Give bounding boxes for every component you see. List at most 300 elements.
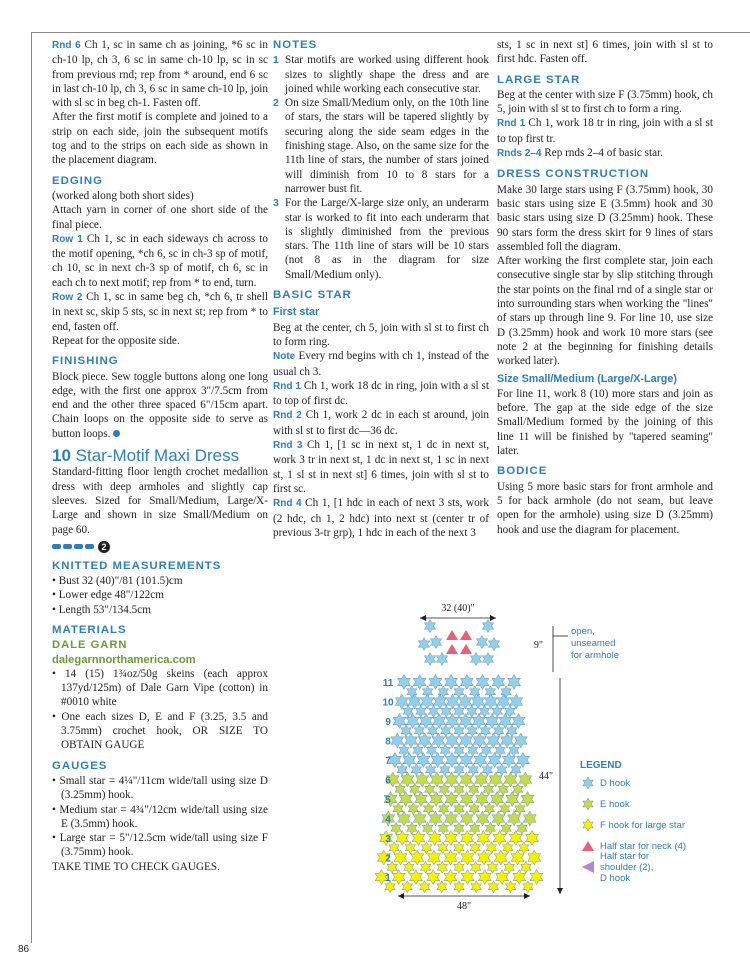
bodice-star — [424, 620, 435, 633]
row-label: 8 — [385, 736, 391, 748]
skirt-star — [444, 831, 457, 846]
skirt-star — [517, 753, 530, 768]
end-dot-icon — [113, 430, 120, 437]
list-item: • Medium star = 4¾"/12cm wide/tall using size E (3.5mm) hook. — [52, 803, 268, 830]
skirt-star — [445, 753, 458, 768]
large-rnd1-text: Ch 1, work 18 tr in ring, join with a sl st to top first tr. — [497, 117, 713, 145]
legend-label: D hook — [600, 778, 631, 789]
skirt-star — [497, 694, 510, 709]
skirt-star — [500, 803, 510, 815]
skirt-star — [427, 870, 440, 885]
skirt-star — [461, 850, 474, 865]
neck-half-star — [446, 630, 458, 640]
rnd1-label: Rnd 1 — [273, 380, 301, 392]
skirt-star — [503, 842, 513, 854]
armhole-note-1: open, — [571, 626, 595, 637]
edging-heading: EDGING — [52, 174, 103, 187]
skirt-star — [391, 822, 401, 834]
bodice-star — [418, 638, 429, 651]
skirt-star — [454, 705, 464, 717]
rnd6-label: Rnd 6 — [52, 40, 81, 51]
skirt-star — [523, 881, 533, 893]
continued-text: sts, 1 sc in next st] 6 times, join with sl st to first hdc. Fasten off. — [497, 39, 713, 66]
rnd3-label: Rnd 3 — [273, 440, 303, 452]
first-star-subheading: First star — [273, 306, 320, 319]
note-number: 1 — [273, 54, 279, 67]
side-length-label: 44" — [539, 771, 554, 782]
skirt-star — [445, 675, 458, 690]
skirt-star — [478, 870, 491, 885]
repeat-text: Repeat for the opposite side. — [52, 334, 180, 347]
gauges-heading: GAUGES — [52, 759, 108, 772]
skill-level — [52, 541, 268, 553]
skirt-star — [404, 861, 414, 873]
rnd2-text: Ch 1, work 2 dc in each st around, join with sl st to first dc—36 dc. — [273, 409, 490, 437]
skirt-star — [468, 744, 478, 756]
skirt-star — [425, 764, 435, 776]
large-star-heading: LARGE STAR — [497, 73, 581, 86]
bottom-width-label: 48" — [456, 901, 472, 912]
brand-name: DALE GARN — [52, 639, 128, 652]
large-rnd1-label: Rnd 1 — [497, 118, 526, 130]
skirt-star — [421, 842, 431, 854]
skirt-star — [433, 694, 446, 709]
dress-construction-heading: DRESS CONSTRUCTION — [497, 168, 650, 181]
skirt-star — [429, 675, 442, 690]
skirt-star — [528, 850, 541, 865]
skirt-star — [454, 764, 464, 776]
skirt-star — [411, 764, 421, 776]
finishing-heading: FINISHING — [52, 355, 119, 368]
skirt-star — [410, 783, 420, 795]
skirt-star — [504, 861, 514, 873]
rnd3-text: Ch 1, [1 sc in next st, 1 dc in next st, work 3 tr in next st, 1 dc in next st, 1 sc in next st, 1 sl st in next st] 6 times, join with sl st to first sc. — [273, 439, 490, 495]
skirt-star — [454, 725, 464, 737]
skirt-star — [460, 772, 473, 787]
rnd2-label: Rnd 2 — [273, 410, 302, 422]
skirt-star — [473, 733, 486, 748]
legend — [582, 777, 686, 884]
legend-label: F hook for large star — [600, 820, 686, 831]
skirt-star — [398, 675, 411, 690]
legend-label: shoulder (2), — [600, 862, 654, 873]
skirt-star — [488, 881, 498, 893]
bodice-heading: BODICE — [497, 465, 548, 478]
skirt-star — [512, 714, 525, 729]
skirt-star — [446, 733, 459, 748]
row-label: 10 — [382, 697, 394, 709]
skirt-star — [430, 772, 443, 787]
column-3 — [497, 38, 713, 537]
skirt-star — [424, 783, 434, 795]
arrow-left-icon — [398, 893, 404, 899]
note-text: Star motifs are worked using different hook sizes to slightly shape the dress and are joined while working each consecutive star. — [285, 54, 489, 95]
skirt-star — [471, 881, 481, 893]
materials-heading: MATERIALS — [52, 623, 127, 636]
skirt-star — [468, 764, 478, 776]
skirt-star — [439, 783, 449, 795]
skirt-star — [432, 733, 445, 748]
row-label: 6 — [385, 775, 391, 787]
skirt-star — [519, 842, 529, 854]
large-rnds-label: Rnds 2–4 — [497, 148, 542, 160]
skirt-star — [515, 803, 525, 815]
arrow-down-icon — [557, 888, 563, 894]
edging-attach: Attach yarn in corner of one short side of the final piece. — [52, 204, 268, 231]
legend-swatch-star — [583, 819, 593, 831]
arrow-right-icon — [490, 615, 496, 621]
skirt-star — [413, 811, 426, 826]
skirt-star — [454, 803, 464, 815]
skirt-star — [476, 675, 489, 690]
size-subheading: Size Small/Medium (Large/X-Large) — [497, 372, 677, 385]
skirt-star — [446, 714, 459, 729]
bodice-star — [436, 653, 447, 666]
skirt-star — [422, 822, 432, 834]
skirt-star — [416, 772, 429, 787]
neck-half-star — [460, 644, 472, 654]
after-text: After working the first complete star, join each consecutive single star by slip stitching through the star points on the final rnd of a single star or into surrounding stars when working the "lines" of stars up through line 9. For line 10, use size D (3.25mm) hook and work 10 more stars (see note 2 at the beginning for finishing details worked later). — [497, 255, 713, 368]
skirt-star — [413, 744, 423, 756]
skirt-star — [459, 694, 472, 709]
star-grid — [375, 620, 543, 893]
size-text: For line 11, work 8 (10) more stars and join as before. The gap at the side edge of the size Small/Medium formed by the joining of this line 11 will be finished by "tapered seaming" later. — [497, 387, 713, 458]
arrow-right-icon — [524, 893, 530, 899]
note-item — [273, 96, 489, 196]
rnd1-text: Ch 1, work 18 dc in ring, join with a sl st to top of first dc. — [273, 379, 490, 408]
skirt-star — [459, 714, 472, 729]
skirt-star — [485, 822, 495, 834]
project-title — [52, 446, 268, 466]
legend-label: Half star for — [600, 851, 650, 862]
skirt-star — [508, 811, 521, 826]
skirt-star — [392, 870, 405, 885]
skirt-star — [445, 811, 458, 826]
skirt-star — [441, 705, 451, 717]
skirt-star — [454, 822, 464, 834]
basic-star-heading: BASIC STAR — [273, 289, 352, 302]
finishing-text: Block piece. Sew toggle buttons along one long edge, with the first one approx 3"/7.5cm from end and the other three spaced 6"/15cm apart. Chain loops on the opposite side to serve as button loops. — [52, 370, 268, 440]
skirt-star — [438, 842, 448, 854]
note-label: Note — [273, 351, 296, 363]
skirt-star — [519, 772, 532, 787]
skirt-star — [460, 753, 473, 768]
list-item: • Bust 32 (40)"/81 (101.5)cm — [52, 575, 183, 588]
skirt-star — [509, 831, 522, 846]
skirt-star — [530, 870, 543, 885]
note-number: 3 — [273, 197, 279, 210]
skirt-star — [496, 870, 509, 885]
skirt-star — [492, 705, 502, 717]
bodice-star — [488, 638, 499, 651]
skirt-star — [494, 850, 507, 865]
skirt-star — [467, 705, 477, 717]
skirt-star — [481, 744, 491, 756]
skirt-star — [391, 733, 404, 748]
skirt-star — [414, 725, 424, 737]
skirt-star — [437, 861, 447, 873]
skirt-star — [493, 831, 506, 846]
first-star-text: Beg at the center, ch 5, join with sl st to first ch to form ring. — [273, 321, 489, 348]
skirt-star — [517, 822, 527, 834]
list-item: • Large star = 5"/12.5cm wide/tall using size F (3.75mm) hook. — [52, 832, 268, 859]
skirt-star — [408, 803, 418, 815]
legend-label: E hook — [600, 799, 630, 810]
row2-text: Ch 1, sc in same beg ch, *ch 6, tr shell in next sc, skip 5 sts, sc in next st; rep from * to end, fasten off. — [52, 291, 268, 333]
skirt-star — [509, 744, 519, 756]
skirt-star — [469, 803, 479, 815]
legend-swatch-half — [582, 861, 594, 873]
skirt-star — [460, 792, 473, 807]
row-label: 9 — [385, 717, 391, 728]
skirt-star — [461, 831, 474, 846]
neck-half-star — [446, 644, 458, 654]
row-label: 7 — [385, 756, 391, 767]
skirt-star — [513, 783, 523, 795]
skirt-star — [501, 822, 511, 834]
note-item — [273, 196, 489, 282]
skirt-star — [407, 822, 417, 834]
armhole-note-3: for armhole — [571, 650, 620, 661]
neck-half-star — [460, 630, 472, 640]
skirt-star — [426, 744, 436, 756]
legend-title: LEGEND — [580, 760, 622, 771]
skirt-star — [423, 803, 433, 815]
skirt-star — [393, 803, 403, 815]
skirt-star — [461, 870, 474, 885]
skirt-star — [445, 772, 458, 787]
skirt-star — [521, 861, 531, 873]
skirt-star — [471, 861, 481, 873]
armhole-depth-label: 9" — [533, 640, 543, 651]
skirt-star — [513, 870, 526, 885]
skirt-star — [474, 753, 487, 768]
page-number: 86 — [18, 944, 30, 955]
column-2 — [273, 38, 489, 540]
row-label: 4 — [385, 814, 391, 826]
skirt-star — [394, 850, 407, 865]
notes-heading: NOTES — [273, 39, 318, 51]
materials-list — [52, 667, 268, 753]
row2-label: Row 2 — [52, 292, 83, 304]
skirt-star — [420, 861, 430, 873]
skirt-star — [469, 783, 479, 795]
skirt-star — [492, 811, 505, 826]
skirt-star — [467, 725, 477, 737]
skirt-star — [408, 694, 421, 709]
legend-swatch-star — [583, 798, 593, 810]
skirt-star — [393, 714, 406, 729]
skirt-star — [508, 675, 521, 690]
bodice-star — [476, 636, 487, 649]
skill-bar-icon — [85, 544, 94, 549]
skill-bar-icon — [52, 544, 61, 549]
skirt-star — [479, 705, 489, 717]
measurements-list — [52, 574, 268, 617]
rnd6-text: Ch 1, sc in same ch as joining, *6 sc in ch-10 lp, ch 3, 6 sc in same ch-10 lp, sc in sc from previous rnd; rep from * around, end 6 sc in last ch-10 lp, ch 3, 6 sc in same ch-10 lp, join with sl sc in beg ch-1. Fasten off. — [52, 39, 268, 110]
skirt-star — [402, 881, 412, 893]
skirt-star — [399, 744, 409, 756]
skirt-star — [486, 842, 496, 854]
gauges-list — [52, 774, 268, 860]
skirt-star — [454, 881, 464, 893]
bodice-star — [482, 653, 493, 666]
skill-bar-icon — [74, 544, 83, 549]
skirt-star — [492, 675, 505, 690]
skirt-star — [510, 694, 523, 709]
bodice-star — [424, 653, 435, 666]
skirt-star — [395, 783, 405, 795]
skirt-star — [395, 694, 408, 709]
row-label: 5 — [385, 795, 391, 806]
skirt-star — [472, 694, 485, 709]
list-item: • Lower edge 48"/122cm — [52, 589, 164, 602]
skirt-star — [478, 850, 491, 865]
skirt-star — [398, 811, 411, 826]
armhole-note-2: unseamed — [571, 638, 616, 649]
skirt-star — [454, 783, 464, 795]
legend-label: D hook — [600, 873, 631, 884]
large-star-text: Beg at the center with size F (3.75mm) hook, ch 5, join with sl st to first ch to form a ring. — [497, 88, 713, 116]
skirt-star — [480, 725, 490, 737]
large-rnds-text: Rep rnds 2–4 of basic star. — [544, 147, 663, 160]
skirt-star — [405, 842, 415, 854]
skirt-star — [428, 831, 441, 846]
skill-level-badge: 2 — [98, 541, 110, 553]
skirt-star — [396, 831, 409, 846]
column-1 — [52, 38, 268, 874]
skirt-star — [454, 744, 464, 756]
skirt-star — [440, 764, 450, 776]
legend-swatch-half — [582, 841, 594, 851]
skirt-star — [494, 725, 504, 737]
skirt-star — [495, 744, 505, 756]
rnd4-label: Rnd 4 — [273, 498, 302, 510]
skirt-star — [487, 861, 497, 873]
after-first-text: After the first motif is complete and joined to a strip on each side, join the subsequent motifs tog and to the strips on each side as shown in the placement diagram. — [52, 111, 268, 167]
row-label: 3 — [385, 834, 391, 845]
knitted-heading: KNITTED MEASUREMENTS — [52, 559, 222, 572]
skirt-star — [429, 811, 442, 826]
skirt-star — [431, 753, 444, 768]
bodice-text: Using 5 more basic stars for front armhole and 5 for back armhole (do not seam, but leave open for the armhole) using size D (3.25mm) hook and use the diagram for placement. — [497, 480, 713, 536]
skirt-star — [482, 764, 492, 776]
bodice-star — [430, 636, 441, 649]
skirt-star — [412, 831, 425, 846]
skirt-star — [428, 705, 438, 717]
skirt-star — [454, 842, 464, 854]
skirt-star — [491, 792, 504, 807]
top-width-label: 32 (40)" — [441, 603, 475, 614]
project-number: 10 — [52, 446, 71, 466]
skirt-star — [498, 783, 508, 795]
note-number: 2 — [273, 97, 279, 110]
skirt-star — [427, 725, 437, 737]
skirt-star — [446, 694, 459, 709]
star-placement-diagram — [360, 596, 730, 921]
note-text: Every rnd begins with ch 1, instead of the usual ch 3. — [273, 350, 490, 378]
skirt-star — [397, 764, 407, 776]
skirt-star — [430, 792, 443, 807]
skirt-star — [445, 792, 458, 807]
skirt-star — [438, 822, 448, 834]
note-text: For the Large/X-large size only, an underarm star is worked to fit into each underarm that is slightly diminished from the previous stars. The 11th line of stars will be 10 stars (not 8 as in the diagram for size Small/Medium only). — [285, 197, 489, 281]
skirt-star — [444, 870, 457, 885]
skirt-star — [409, 870, 422, 885]
skirt-star — [439, 803, 449, 815]
note-item — [273, 53, 489, 96]
list-item: • Small star = 4¼"/11cm wide/tall using size D (3.25mm) hook. — [52, 774, 268, 802]
skirt-star — [459, 733, 472, 748]
project-name: Star-Motif Maxi Dress — [75, 446, 240, 466]
skirt-star — [444, 850, 457, 865]
row-label: 1 — [385, 873, 391, 884]
project-intro: Standard-fitting floor length crochet medallion dress with deep armholes and slightly cap sleeves. Sized for Small/Medium, Large/X-Large and shown in size Small/Medium on page 60. — [52, 466, 268, 536]
list-item: • Length 53"/134.5cm — [52, 603, 151, 616]
skirt-star — [484, 803, 494, 815]
skirt-star — [483, 783, 493, 795]
skill-bar-icon — [63, 544, 72, 549]
skirt-star — [511, 850, 524, 865]
skirt-star — [511, 764, 521, 776]
skirt-star — [484, 694, 497, 709]
skirt-star — [526, 831, 539, 846]
skirt-star — [419, 881, 429, 893]
row1-label: Row 1 — [52, 233, 83, 245]
bodice-star — [482, 620, 493, 633]
take-time-text: TAKE TIME TO CHECK GAUGES. — [52, 860, 220, 873]
row-label: 2 — [385, 853, 391, 865]
skirt-star — [411, 850, 424, 865]
skirt-star — [460, 811, 473, 826]
note-text: On size Small/Medium only, on the 10th line of stars, the stars will be tapered slightly by securing along the side seam edges in the finishing stage. Also, on the same size for the 11th line of stars, the number of stars joined will diminish from 10 to 8 stars for a narrower bust fit. — [285, 97, 489, 195]
arrow-left-icon — [420, 615, 426, 621]
skirt-star — [440, 744, 450, 756]
skirt-star — [506, 881, 516, 893]
legend-label: Half star for neck (4) — [600, 841, 687, 852]
edging-sub: (worked along both short sides) — [52, 189, 194, 202]
row1-text: Ch 1, sc in each sideways ch across to the motif opening, *ch 6, sc in ch-3 sp of motif, ch 10, sc in next ch-3 sp of motif, ch 6, sc in each ch to next motif; rep from * to end, turn. — [52, 232, 268, 289]
skirt-star — [454, 686, 464, 698]
skirt-star — [454, 861, 464, 873]
skirt-star — [476, 811, 489, 826]
skirt-star — [477, 831, 490, 846]
bodice-star — [470, 653, 481, 666]
skirt-star — [427, 850, 440, 865]
skirt-star — [475, 792, 488, 807]
list-item: • 14 (15) 1¾oz/50g skeins (each approx 137yd/125m) of Dale Garn Vipe (cotton) in #0010 white — [52, 667, 268, 709]
skirt-star — [414, 792, 427, 807]
legend-swatch-star — [583, 777, 593, 789]
brand-website: dalegarnnorthamerica.com — [52, 653, 196, 666]
list-item: • One each sizes D, E and F (3.25, 3.5 and 3.75mm) crochet hook, OR SIZE TO OBTAIN GAUGE — [52, 710, 268, 752]
skirt-star — [460, 675, 473, 690]
skirt-star — [497, 764, 507, 776]
skirt-star — [421, 694, 434, 709]
rnd4-text: Ch 1, [1 hdc in each of next 3 sts, work (2 hdc, ch 1, 2 hdc) into next st (center tr of previous 3-tr grp), 1 hdc in each of the next 3 — [273, 497, 489, 539]
skirt-star — [489, 772, 502, 787]
skirt-star — [470, 842, 480, 854]
skirt-star — [523, 811, 536, 826]
skirt-star — [441, 725, 451, 737]
skirt-star — [413, 675, 426, 690]
skirt-star — [514, 733, 527, 748]
skirt-star — [475, 772, 488, 787]
skirt-star — [416, 705, 426, 717]
skirt-star — [437, 881, 447, 893]
dress-text: Make 30 large stars using F (3.75mm) hook, 30 basic stars using size E (3.5mm) hook and 30 basic stars using size D (3.25mm) hook. These 90 stars form the dress skirt for 9 lines of stars assembled foll the diagram. — [497, 183, 713, 253]
skirt-star — [521, 792, 534, 807]
